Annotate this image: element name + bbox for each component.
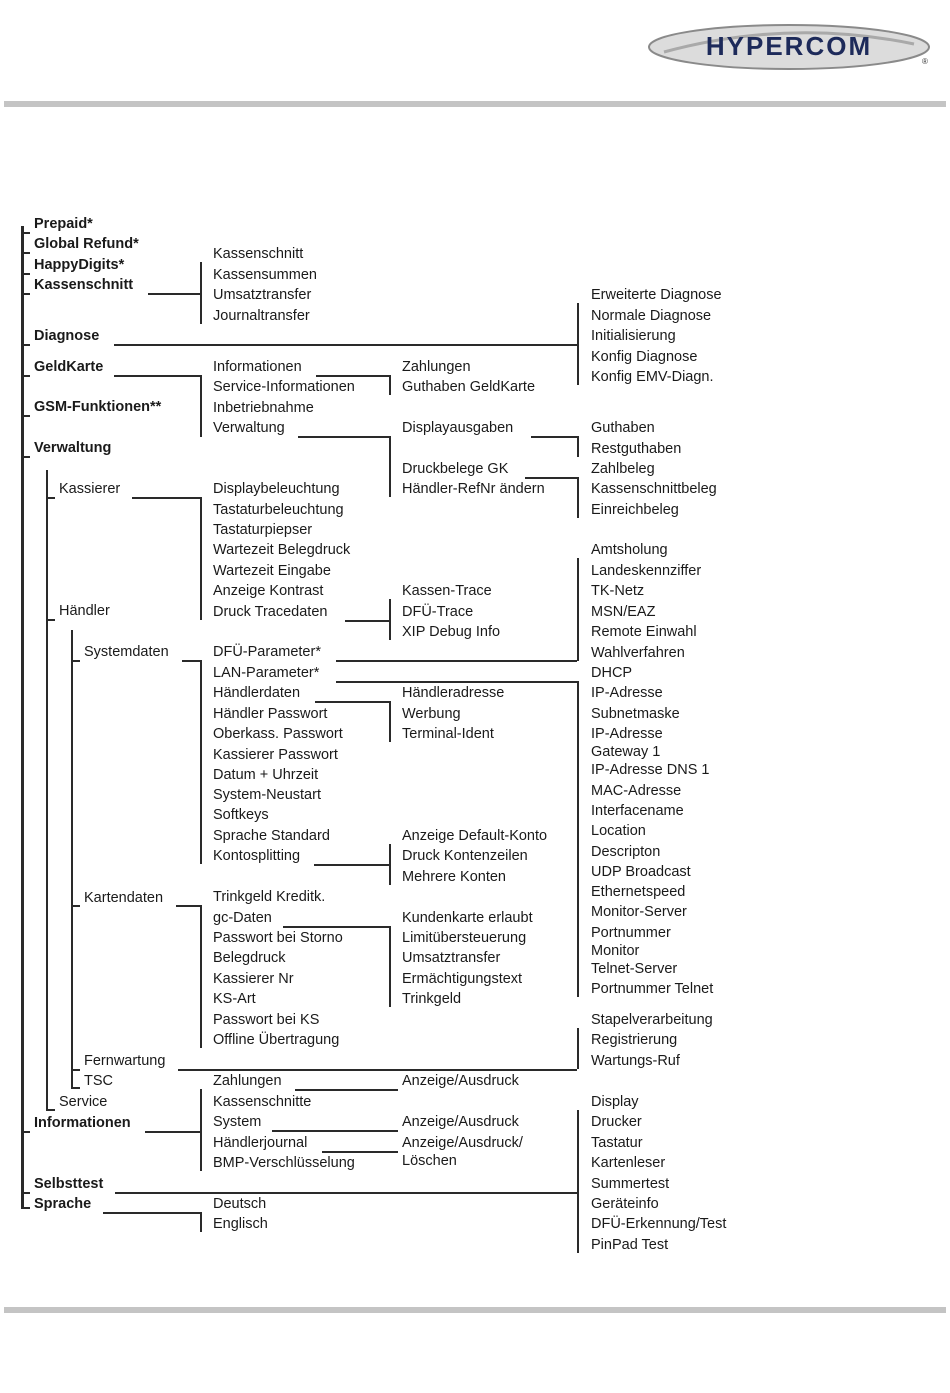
connector <box>577 477 579 518</box>
menu-node-inf-system: System <box>213 1113 264 1131</box>
menu-node-lan-portnummer-2: Monitor <box>591 942 642 960</box>
tick <box>46 619 55 621</box>
menu-node-selbsttest: Selbsttest <box>34 1175 106 1193</box>
menu-node-gk-verwaltung: Verwaltung <box>213 419 288 437</box>
menu-node-gv-displayausgaben: Displayausgaben <box>402 419 516 437</box>
connector <box>295 1089 398 1091</box>
menu-node-prepaid: Prepaid* <box>34 215 96 233</box>
tick <box>71 1069 80 1071</box>
menu-node-gv-druckbelege: Druckbelege GK <box>402 460 511 478</box>
menu-node-ksp-druck-kontenzeilen: Druck Kontenzeilen <box>402 847 531 865</box>
menu-node-ks-umsatztransfer: Umsatztransfer <box>213 286 314 304</box>
connector <box>322 1151 398 1153</box>
menu-node-kd-passwort-ks: Passwort bei KS <box>213 1011 322 1029</box>
menu-node-sd-datum-uhrzeit: Datum + Uhrzeit <box>213 766 321 784</box>
connector <box>316 375 389 377</box>
menu-node-gc-limitueber: Limitübersteuerung <box>402 929 529 947</box>
menu-node-df-tk-netz: TK-Netz <box>591 582 647 600</box>
menu-node-lan-mac: MAC-Adresse <box>591 782 684 800</box>
menu-node-systemdaten: Systemdaten <box>84 643 172 661</box>
menu-node-tr-xip-debug: XIP Debug Info <box>402 623 503 641</box>
menu-node-df-amtsholung: Amtsholung <box>591 541 671 559</box>
connector <box>272 1130 398 1132</box>
connector <box>148 293 200 295</box>
menu-node-st-display: Display <box>591 1093 642 1111</box>
menu-node-is-anzeige: Anzeige/Ausdruck <box>402 1113 522 1131</box>
menu-node-kd-ks-art: KS-Art <box>213 990 259 1008</box>
menu-node-hd-haendleradresse: Händleradresse <box>402 684 507 702</box>
connector <box>577 681 579 997</box>
menu-node-db-zahlbeleg: Zahlbeleg <box>591 460 658 478</box>
connector <box>145 1131 200 1133</box>
menu-node-ksp-mehrere-konten: Mehrere Konten <box>402 868 509 886</box>
menu-node-kd-gc-daten: gc-Daten <box>213 909 275 927</box>
menu-node-lan-location: Location <box>591 822 649 840</box>
menu-node-ka-tastaturpiepser: Tastaturpiepser <box>213 521 315 539</box>
menu-node-kassenschnitt: Kassenschnitt <box>34 276 136 294</box>
tick <box>21 415 30 417</box>
menu-node-ks-journaltransfer: Journaltransfer <box>213 307 313 325</box>
menu-node-db-kassenschnittbeleg: Kassenschnittbeleg <box>591 480 720 498</box>
menu-node-ka-tastaturbeleuchtung: Tastaturbeleuchtung <box>213 501 347 519</box>
menu-node-gk-informationen: Informationen <box>213 358 305 376</box>
connector <box>577 436 579 457</box>
menu-node-lan-subnetmaske: Subnetmaske <box>591 705 683 723</box>
tick <box>71 905 80 907</box>
connector <box>315 701 389 703</box>
menu-node-lan-portnummer-1: Portnummer <box>591 924 674 942</box>
menu-node-global-refund: Global Refund* <box>34 235 142 253</box>
connector <box>103 1212 200 1214</box>
menu-node-gc-ermaechtigungstext: Ermächtigungstext <box>402 970 525 988</box>
tick <box>21 232 30 234</box>
menu-node-gc-kundenkarte: Kundenkarte erlaubt <box>402 909 536 927</box>
menu-node-gc-umsatztransfer: Umsatztransfer <box>402 949 503 967</box>
menu-node-ih-anzeige: Anzeige/Ausdruck/ <box>402 1134 526 1152</box>
connector <box>200 375 202 437</box>
tick <box>21 252 30 254</box>
menu-node-hd-terminal-ident: Terminal-Ident <box>402 725 497 743</box>
menu-node-haendler: Händler <box>59 602 113 620</box>
tick <box>21 1131 30 1133</box>
tick <box>21 273 30 275</box>
connector <box>531 436 577 438</box>
connector <box>200 1212 202 1232</box>
menu-node-inf-zahlungen: Zahlungen <box>213 1072 285 1090</box>
tick <box>21 293 30 295</box>
menu-node-dg-normale: Normale Diagnose <box>591 307 714 325</box>
connector <box>525 477 577 479</box>
connector <box>283 926 389 928</box>
connector <box>115 1192 577 1194</box>
menu-node-lan-ip-dns: IP-Adresse DNS 1 <box>591 761 712 779</box>
menu-node-df-msn-eaz: MSN/EAZ <box>591 603 658 621</box>
menu-node-st-summertest: Summertest <box>591 1175 672 1193</box>
menu-node-sd-haendler-passwort: Händler Passwort <box>213 705 330 723</box>
menu-node-gk-inbetriebnahme: Inbetriebnahme <box>213 399 317 417</box>
connector <box>298 436 389 438</box>
connector <box>336 660 577 662</box>
menu-node-sd-lan-parameter: LAN-Parameter* <box>213 664 322 682</box>
menu-node-lan-dhcp: DHCP <box>591 664 635 682</box>
menu-node-gi-zahlungen: Zahlungen <box>402 358 474 376</box>
connector <box>114 375 200 377</box>
connector <box>182 660 200 662</box>
connector <box>389 375 391 395</box>
menu-node-db-einreichbeleg: Einreichbeleg <box>591 501 682 519</box>
menu-node-sprache: Sprache <box>34 1195 94 1213</box>
menu-node-ksp-anzeige-default: Anzeige Default-Konto <box>402 827 550 845</box>
connector <box>178 1069 577 1071</box>
menu-node-verwaltung: Verwaltung <box>34 439 114 457</box>
menu-node-sd-system-neustart: System-Neustart <box>213 786 324 804</box>
menu-node-tr-kassen-trace: Kassen-Trace <box>402 582 495 600</box>
menu-node-dg-konfig: Konfig Diagnose <box>591 348 700 366</box>
menu-node-lan-descripton: Descripton <box>591 843 663 861</box>
menu-node-ih-loeschen: Löschen <box>402 1152 460 1170</box>
tick <box>21 375 30 377</box>
menu-node-informationen: Informationen <box>34 1114 134 1132</box>
menu-node-sd-haendlerdaten: Händlerdaten <box>213 684 303 702</box>
menu-node-fw-registrierung: Registrierung <box>591 1031 680 1049</box>
menu-node-inf-haendlerjournal: Händlerjournal <box>213 1134 310 1152</box>
menu-node-lan-ip-gateway-2: Gateway 1 <box>591 743 663 761</box>
tick <box>21 456 30 458</box>
connector <box>577 1110 579 1253</box>
menu-node-sd-oberkass-passwort: Oberkass. Passwort <box>213 725 346 743</box>
registered-mark: ® <box>922 57 928 66</box>
connector <box>389 436 391 497</box>
menu-node-st-dfue-erkennung: DFÜ-Erkennung/Test <box>591 1215 729 1233</box>
menu-node-gi-guthaben-geldkarte: Guthaben GeldKarte <box>402 378 538 396</box>
menu-node-diagnose: Diagnose <box>34 327 102 345</box>
menu-node-service: Service <box>59 1093 110 1111</box>
menu-node-fw-stapelverarbeitung: Stapelverarbeitung <box>591 1011 716 1029</box>
menu-node-ka-wartezeit-eingabe: Wartezeit Eingabe <box>213 562 334 580</box>
connector <box>577 303 579 385</box>
menu-node-sd-softkeys: Softkeys <box>213 806 272 824</box>
menu-node-gk-service-informationen: Service-Informationen <box>213 378 358 396</box>
menu-node-lan-telnet-server: Telnet-Server <box>591 960 680 978</box>
menu-node-st-pinpad: PinPad Test <box>591 1236 671 1254</box>
menu-node-ka-druck-tracedaten: Druck Tracedaten <box>213 603 330 621</box>
menu-node-df-remote-einwahl: Remote Einwahl <box>591 623 700 641</box>
connector <box>389 701 391 742</box>
tick <box>46 497 55 499</box>
connector <box>200 660 202 864</box>
menu-node-lan-ip-gateway-1: IP-Adresse <box>591 725 666 743</box>
menu-node-gv-haendler-refnr: Händler-RefNr ändern <box>402 480 548 498</box>
menu-node-st-tastatur: Tastatur <box>591 1134 646 1152</box>
tick <box>71 1087 80 1089</box>
connector <box>345 620 389 622</box>
menu-node-ka-displaybeleuchtung: Displaybeleuchtung <box>213 480 343 498</box>
menu-node-lan-interfacename: Interfacename <box>591 802 687 820</box>
connector <box>314 864 389 866</box>
menu-node-tsc: TSC <box>84 1072 116 1090</box>
menu-node-df-landeskennziffer: Landeskennziffer <box>591 562 704 580</box>
menu-node-st-drucker: Drucker <box>591 1113 645 1131</box>
connector <box>577 1028 579 1069</box>
menu-node-sp-deutsch: Deutsch <box>213 1195 269 1213</box>
menu-node-da-restguthaben: Restguthaben <box>591 440 684 458</box>
menu-node-ka-anzeige-kontrast: Anzeige Kontrast <box>213 582 326 600</box>
connector <box>200 262 202 324</box>
menu-node-fernwartung: Fernwartung <box>84 1052 168 1070</box>
menu-node-lan-udp: UDP Broadcast <box>591 863 694 881</box>
menu-node-df-wahlverfahren: Wahlverfahren <box>591 644 688 662</box>
connector <box>389 844 391 885</box>
menu-node-gsm: GSM-Funktionen** <box>34 398 164 416</box>
connector <box>132 497 200 499</box>
tick <box>21 1207 30 1209</box>
trunk-level-3 <box>71 630 73 1088</box>
menu-node-iz-anzeige: Anzeige/Ausdruck <box>402 1072 522 1090</box>
menu-node-kd-offline-uebertragung: Offline Übertragung <box>213 1031 342 1049</box>
menu-node-kd-trinkgeld-kreditk: Trinkgeld Kreditk. <box>213 888 328 906</box>
menu-node-sp-englisch: Englisch <box>213 1215 271 1233</box>
connector <box>336 681 577 683</box>
menu-node-gc-trinkgeld: Trinkgeld <box>402 990 464 1008</box>
menu-node-sd-kontosplitting: Kontosplitting <box>213 847 303 865</box>
menu-node-ks-kassenschnitt: Kassenschnitt <box>213 245 306 263</box>
connector <box>114 344 577 346</box>
connector <box>200 905 202 1048</box>
menu-node-st-kartenleser: Kartenleser <box>591 1154 668 1172</box>
tick <box>46 1109 55 1111</box>
menu-node-kd-kassierer-nr: Kassierer Nr <box>213 970 297 988</box>
connector <box>176 905 200 907</box>
menu-node-da-guthaben: Guthaben <box>591 419 658 437</box>
menu-node-happydigits: HappyDigits* <box>34 256 127 274</box>
brand-name: HYPERCOM <box>705 31 873 61</box>
connector <box>577 558 579 661</box>
trunk-level-2 <box>46 470 48 1110</box>
menu-node-inf-bmp: BMP-Verschlüsselung <box>213 1154 358 1172</box>
menu-node-ka-wartezeit-belegdruck: Wartezeit Belegdruck <box>213 541 353 559</box>
tick <box>21 344 30 346</box>
menu-node-ks-kassensummen: Kassensummen <box>213 266 320 284</box>
tick <box>71 660 80 662</box>
menu-node-fw-wartungs-ruf: Wartungs-Ruf <box>591 1052 683 1070</box>
menu-node-sd-dfue-parameter: DFÜ-Parameter* <box>213 643 324 661</box>
menu-node-lan-ethernetspeed: Ethernetspeed <box>591 883 688 901</box>
menu-node-kassierer: Kassierer <box>59 480 123 498</box>
menu-node-sd-sprache-standard: Sprache Standard <box>213 827 333 845</box>
menu-node-inf-kassenschnitte: Kassenschnitte <box>213 1093 314 1111</box>
menu-node-hd-werbung: Werbung <box>402 705 464 723</box>
connector <box>389 926 391 1007</box>
menu-node-dg-erweiterte: Erweiterte Diagnose <box>591 286 725 304</box>
menu-node-lan-portnummer-telnet: Portnummer Telnet <box>591 980 716 998</box>
menu-node-lan-monitor-server: Monitor-Server <box>591 903 690 921</box>
menu-node-dg-initialisierung: Initialisierung <box>591 327 679 345</box>
connector <box>389 599 391 640</box>
menu-node-lan-ip-adresse: IP-Adresse <box>591 684 666 702</box>
menu-node-kd-belegdruck: Belegdruck <box>213 949 289 967</box>
connector <box>200 497 202 620</box>
menu-node-tr-dfue-trace: DFÜ-Trace <box>402 603 476 621</box>
menu-node-kartendaten: Kartendaten <box>84 889 166 907</box>
menu-node-kd-passwort-storno: Passwort bei Storno <box>213 929 346 947</box>
menu-node-dg-konfig-emv: Konfig EMV-Diagn. <box>591 368 717 386</box>
menu-node-sd-kassierer-passwort: Kassierer Passwort <box>213 746 341 764</box>
menu-node-st-geraeteinfo: Geräteinfo <box>591 1195 662 1213</box>
tick <box>21 1192 30 1194</box>
connector <box>200 1089 202 1171</box>
menu-node-geldkarte: GeldKarte <box>34 358 106 376</box>
trunk-level-1 <box>21 226 24 1208</box>
